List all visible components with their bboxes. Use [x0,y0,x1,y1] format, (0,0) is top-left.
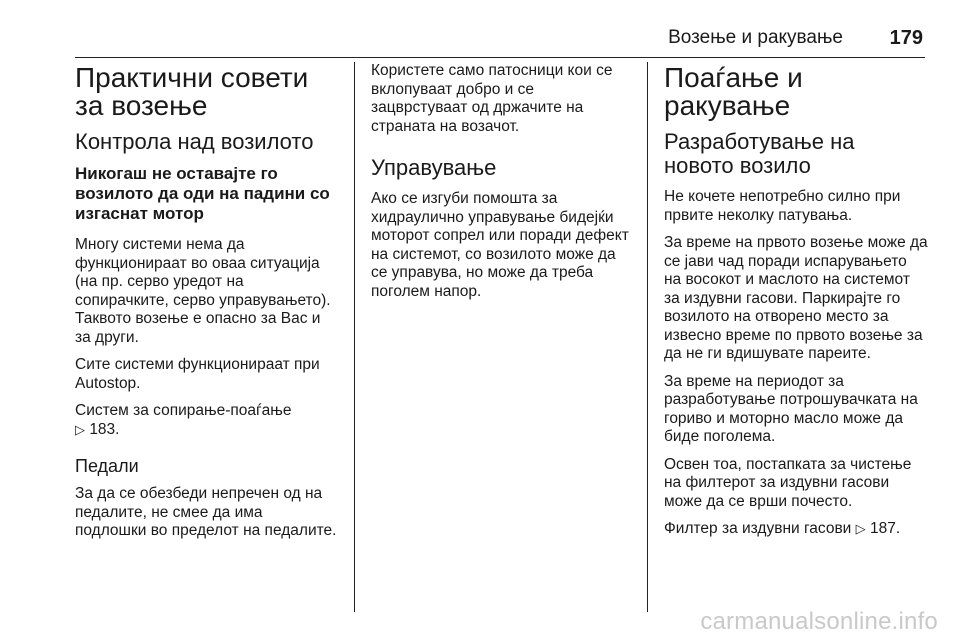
reference-text: Систем за сопирање-поаѓање [75,402,292,419]
column-1 [75,62,337,550]
cross-reference-paragraph [664,520,928,539]
paragraph: Ако се изгуби помошта за хидраулично управување бидејќи моторот сопрел или поради дефект на системот, со возилото може да се управува, но може да треба поголем напор. [371,190,629,300]
page-reference-link[interactable]: 187. [869,520,901,537]
warning-heading: Никогаш не оставајте го возилото да оди на падини со изгаснат мотор [75,164,330,223]
column-divider-2 [647,62,648,612]
page-reference-link[interactable]: 183. [89,420,120,438]
paragraph: Освен тоа, постапката за чистење на филтерот за издувни гасови може да се врши почесто. [664,455,912,510]
paragraph: За време на периодот за разработување потрошувачката на гориво и моторно масло може да биде поголема. [664,372,918,445]
paragraph: За време на првото возење може да се јави чад поради испарувањето на восокот и маслото на системот за издувни гасови. Паркирајте го возилото на отворено место за извесно време по првото возење за да не ги вдишувате пареите. [664,234,928,362]
cross-reference-paragraph [75,402,337,439]
header-divider [75,57,925,58]
running-header-title: Возење и ракување [668,27,843,48]
section-title: Разработување на новото возило [664,129,855,178]
paragraph: За да се обезбеди непречен од на педалите, не смее да има подлошки во пределот на педалите. [75,485,337,539]
column-3 [664,62,928,548]
chapter-title: Практични совети за возење [75,62,309,121]
column-divider-1 [354,62,355,612]
site-watermark: carmanualsonline.info [700,608,938,635]
cross-reference-arrow-icon: ▷ [75,421,85,437]
cross-reference-arrow-icon: ▷ [855,521,866,536]
chapter-title: Поаѓање и ракување [664,62,803,121]
reference-text: Филтер за издувни гасови [664,520,852,537]
page-header [75,26,925,58]
section-title: Контрола над возилото [75,129,314,154]
section-title: Управување [371,155,497,180]
page-number: 179 [889,27,923,49]
paragraph: Користете само патосници кои се вклопуваат добро и се зацврстуваат од држачите на страната на возачот. [371,62,613,135]
subsection-title: Педали [75,456,139,476]
column-2 [371,62,633,310]
paragraph: Сите системи функционираат при Autostop. [75,356,320,392]
paragraph: Многу системи нема да функционираат во оваа ситуација (на пр. серво уредот на сопирачките, серво управувањето). Таквото возење е опасно за Вас и за други. [75,236,331,346]
paragraph: Не кочете непотребно силно при првите неколку патувања. [664,188,901,224]
